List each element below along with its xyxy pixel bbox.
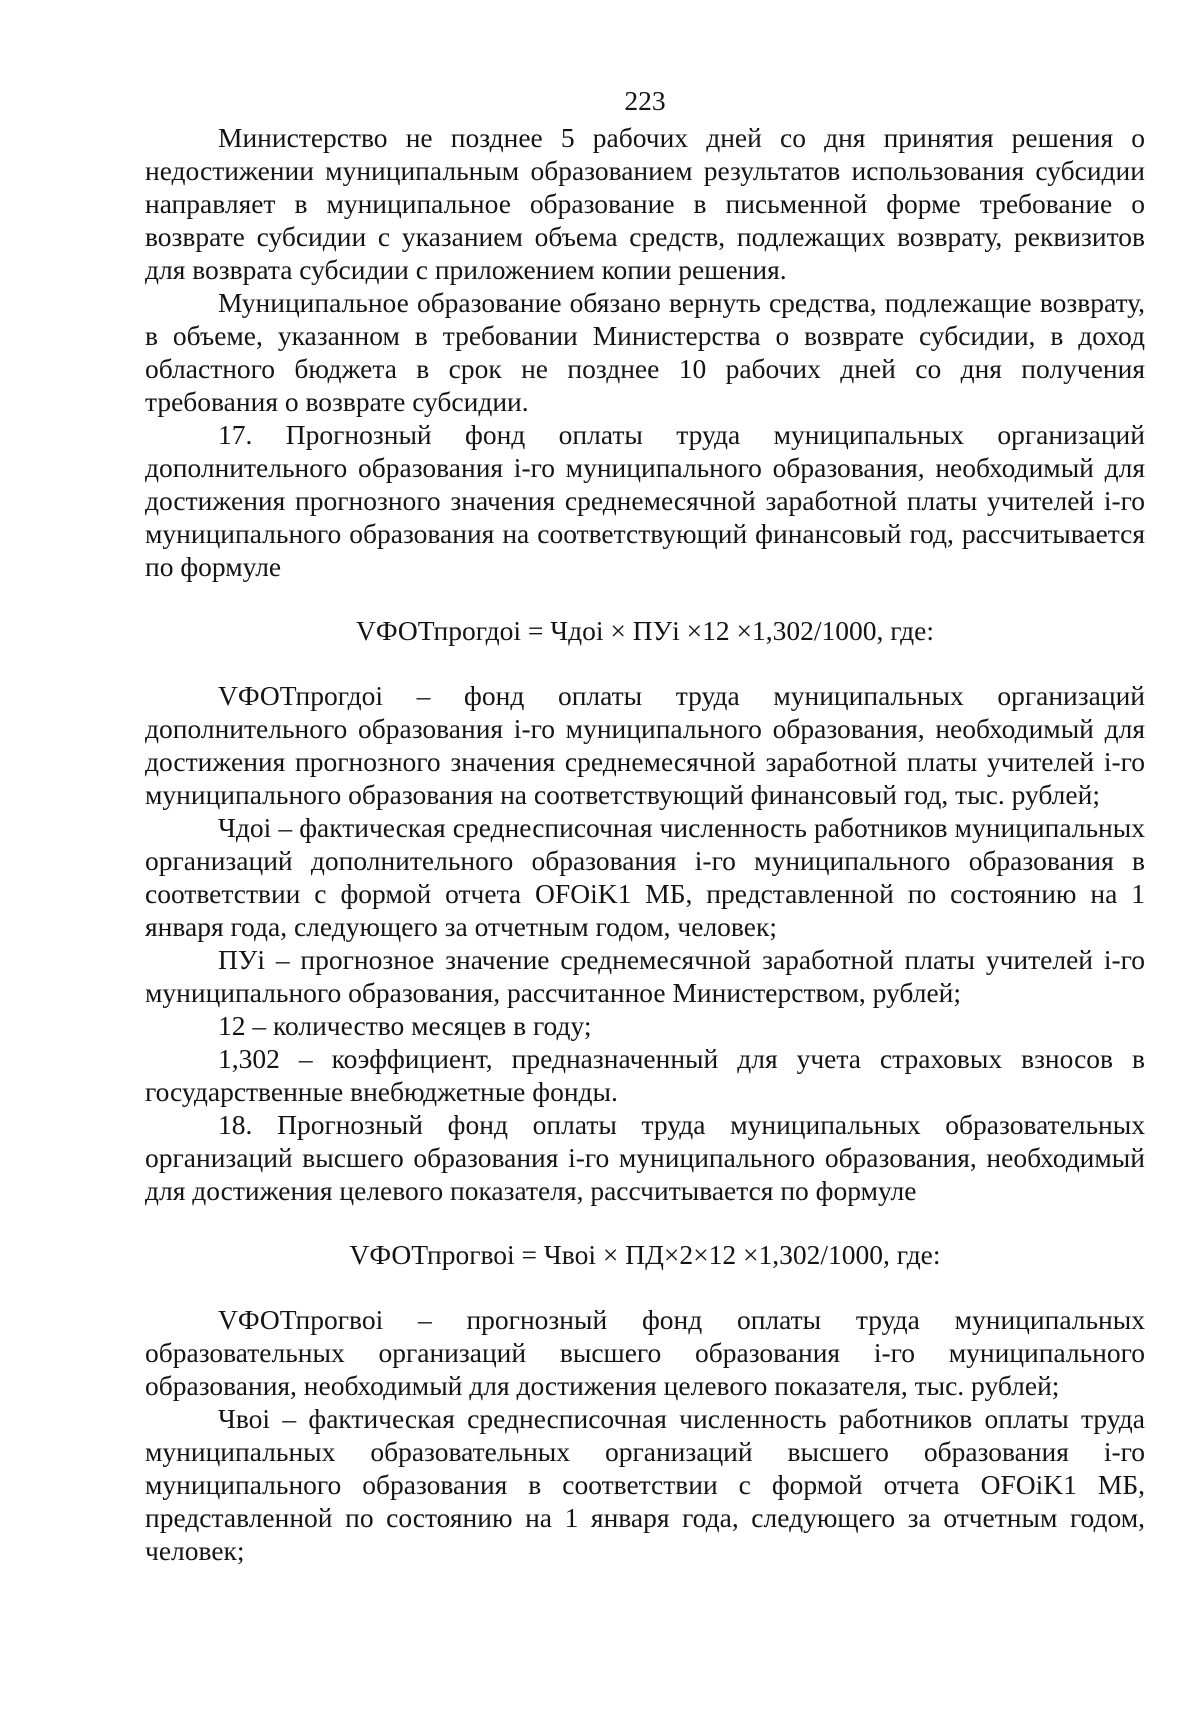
page-number: 223	[624, 85, 666, 116]
paragraph-item-17: 17. Прогнозный фонд оплаты труда муниципальных организаций дополнительного образования i-го муниципального образования, необходимый для достижения прогнозного значения среднемесячной заработной платы учителей i-го муниципального образования на соответствующий финансовый год, рассчитывается по формуле	[145, 419, 1145, 582]
document-page	[145, 84, 1145, 1567]
paragraph-ministry-deadline: Министерство не позднее 5 рабочих дней со дня принятия решения о недостижении муниципальным образованием результатов использования субсидии направляет в муниципальное образование в письменной форме требование о возврате субсидии с указанием объема средств, подлежащих возврату, реквизитов для возврата субсидии с приложением копии решения.	[145, 122, 1145, 285]
definition-months: 12 – количество месяцев в году;	[218, 1010, 592, 1041]
paragraph-item-18: 18. Прогнозный фонд оплаты труда муниципальных образовательных организаций высшего образования i-го муниципального образования, необходимый для достижения целевого показателя, рассчитывается по формуле	[145, 1109, 1145, 1206]
formula-fot-vo: VФОТпрогвоi = Чвоi × ПД×2×12 ×1,302/1000, где:	[349, 1239, 941, 1270]
formula-fot-dop: VФОТпрогдоi = Чдоi × ПУi ×12 ×1,302/1000, где:	[355, 615, 935, 646]
definition-coefficient: 1,302 – коэффициент, предназначенный для учета страховых взносов в государственные внебюджетные фонды.	[145, 1043, 1145, 1107]
definition-vfot-vo: VФОТпрогвоi – прогнозный фонд оплаты труда муниципальных образовательных организаций высшего образования i-го муниципального образования, необходимый для достижения целевого показателя, тыс. рублей;	[145, 1304, 1145, 1401]
definition-chvo: Чвоi – фактическая среднесписочная численность работников оплаты труда муниципальных образовательных организаций высшего образования i-го муниципального образования в соответствии с формой отчета OFOiK1 МБ, представленной по состоянию на 1 января года, следующего за отчетным годом, человек;	[145, 1403, 1145, 1566]
definition-pu: ПУi – прогнозное значение среднемесячной заработной платы учителей i-го муниципального образования, рассчитанное Министерством, рублей;	[145, 944, 1145, 1008]
paragraph-municipality-refund: Муниципальное образование обязано вернуть средства, подлежащие возврату, в объеме, указанном в требовании Министерства о возврате субсидии, в доход областного бюджета в срок не позднее 10 рабочих дней со дня получения требования о возврате субсидии.	[145, 287, 1145, 417]
definition-chdo: Чдоi – фактическая среднесписочная численность работников муниципальных организаций дополнительного образования i-го муниципального образования в соответствии с формой отчета OFOiK1 МБ, представленной по состоянию на 1 января года, следующего за отчетным годом, человек;	[145, 812, 1145, 942]
definition-vfot-dop: VФОТпрогдоi – фонд оплаты труда муниципальных организаций дополнительного образования i-го муниципального образования, необходимый для достижения прогнозного значения среднемесячной заработной платы учителей i-го муниципального образования на соответствующий финансовый год, тыс. рублей;	[145, 680, 1145, 810]
